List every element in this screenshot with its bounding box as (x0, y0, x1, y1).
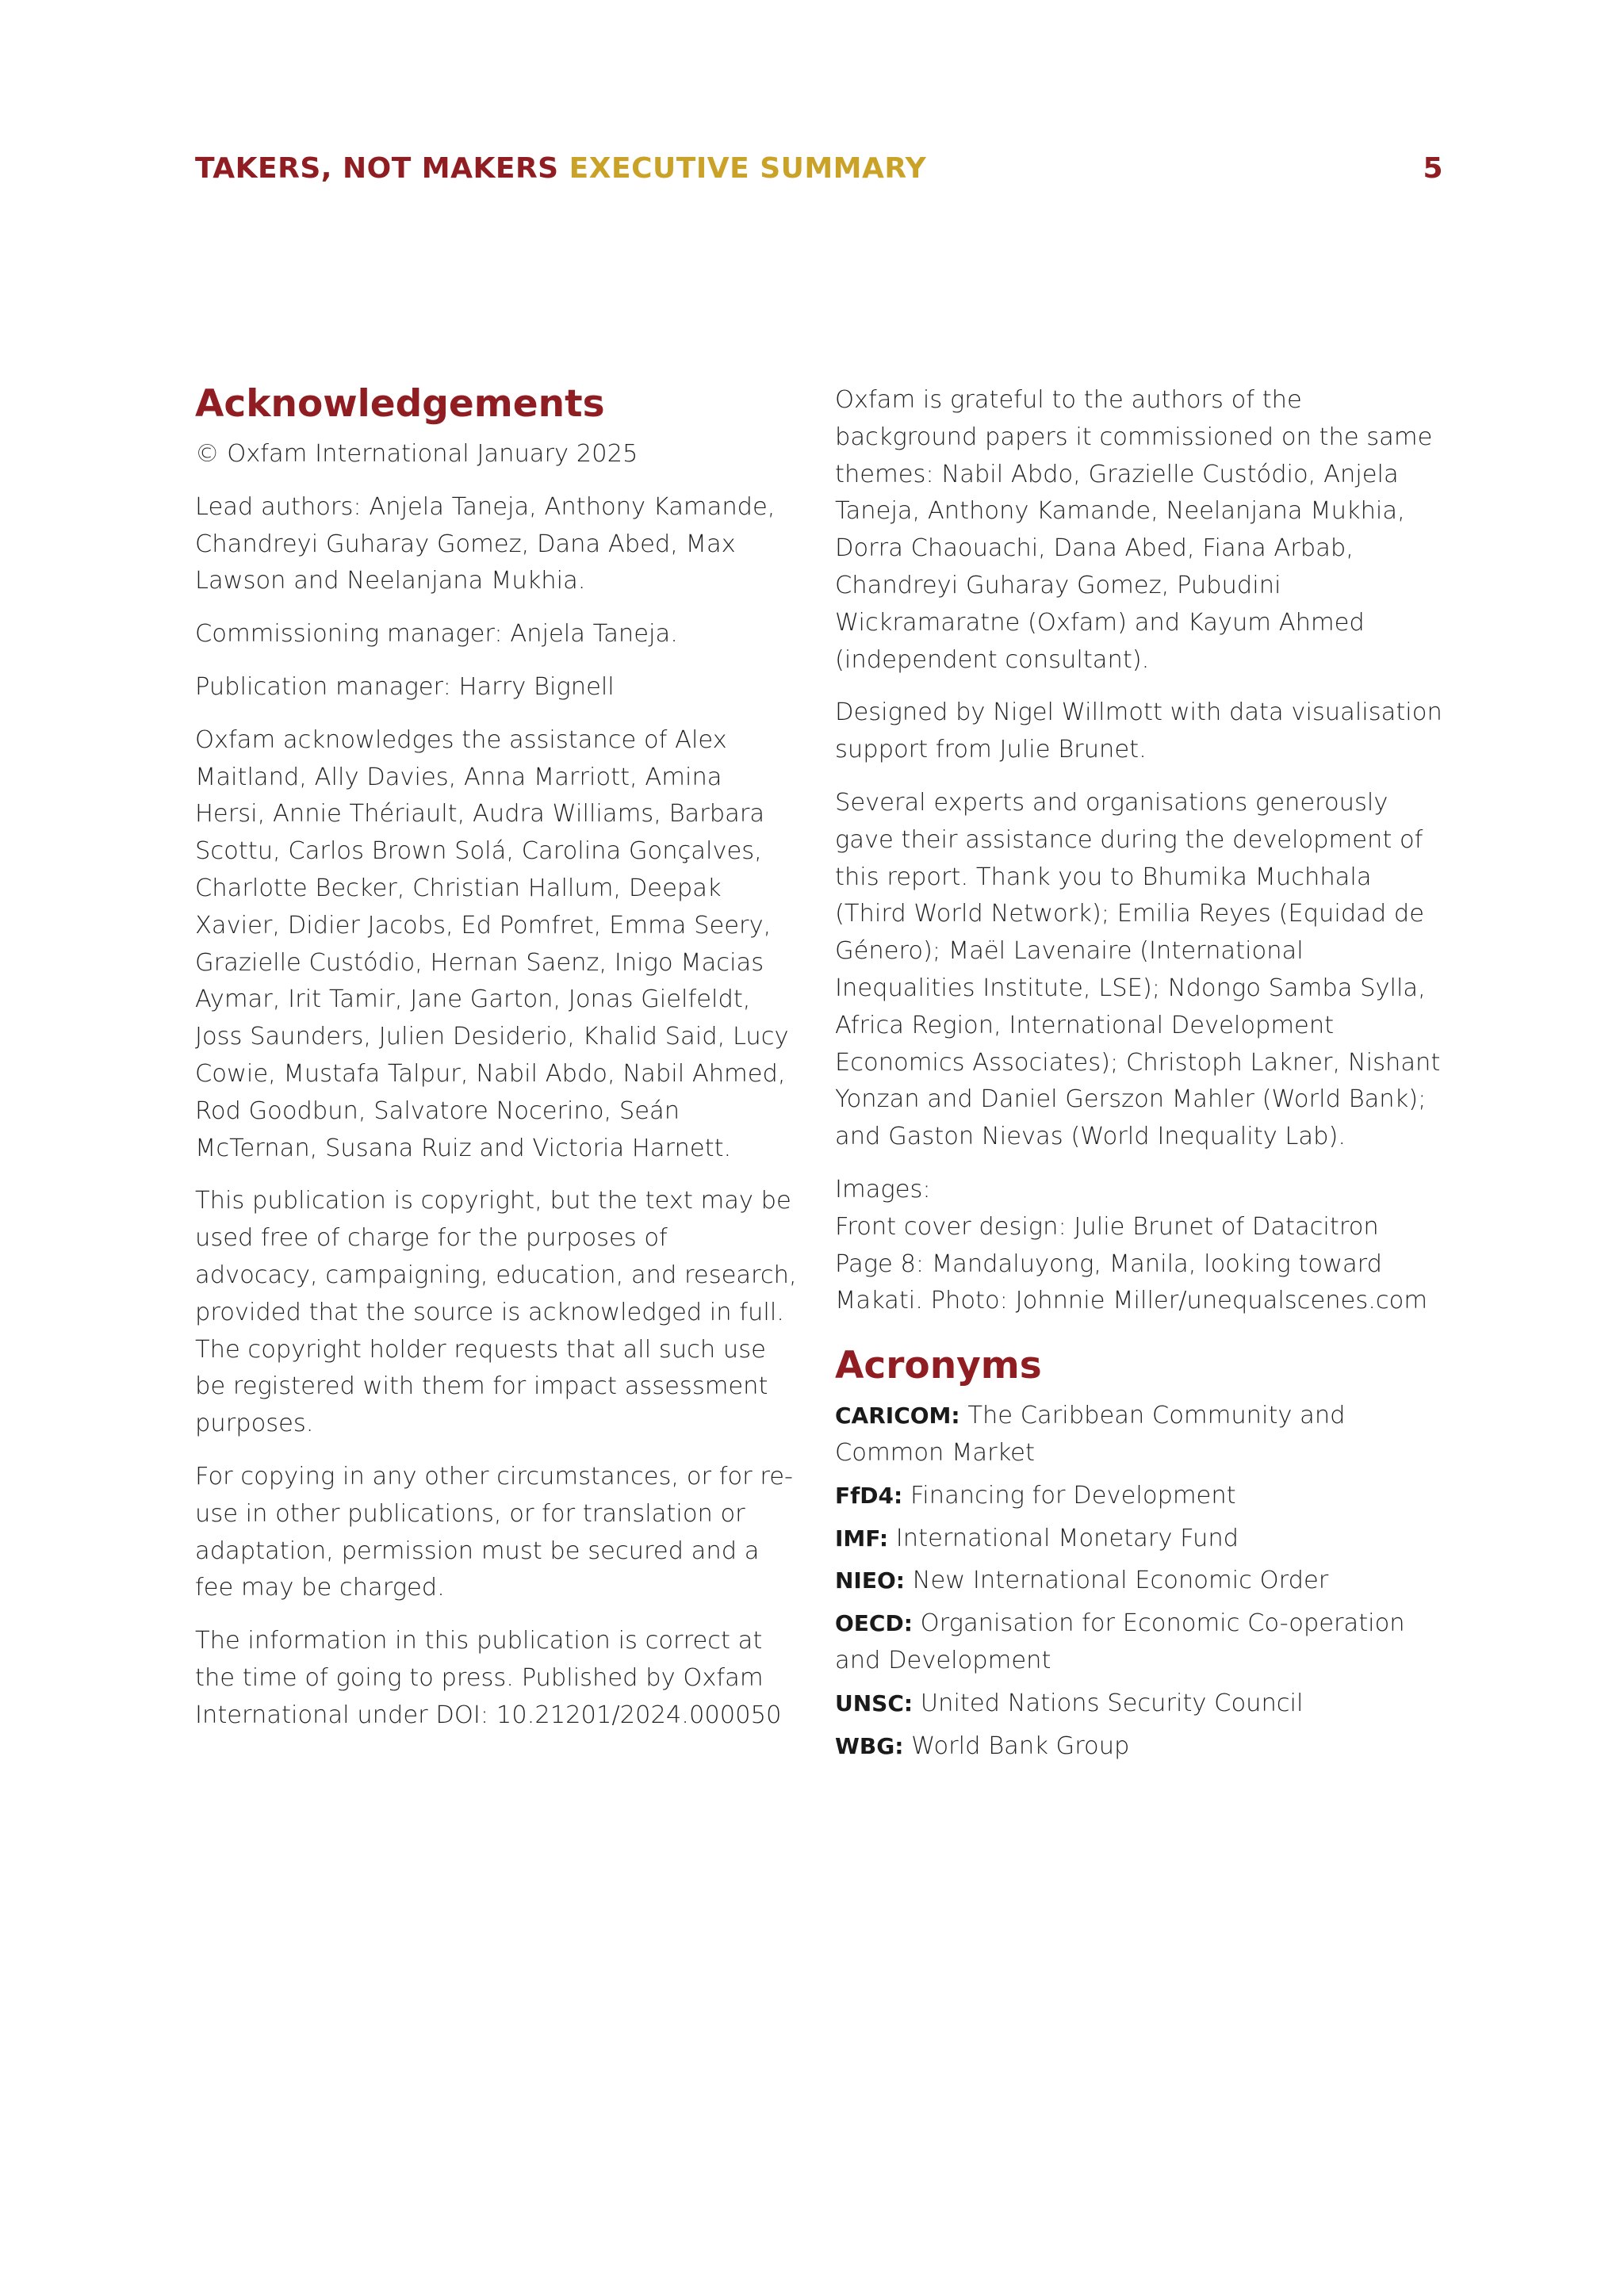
acronym-abbr: OECD: (835, 1610, 913, 1637)
acronym-item (835, 1521, 1446, 1558)
acronym-item (835, 1398, 1446, 1472)
acknowledgements-heading: Acknowledgements (195, 382, 605, 426)
acronym-item (835, 1728, 1446, 1766)
acronym-meaning: World Bank Group (911, 1732, 1130, 1760)
acronym-item (835, 1478, 1446, 1515)
acronym-item (835, 1563, 1446, 1600)
acronym-abbr: UNSC: (835, 1689, 914, 1716)
acronym-abbr: FfD4: (835, 1482, 903, 1509)
lead-authors: Lead authors: Anjela Taneja, Anthony Kamande, Chandreyi Guharay Gomez, Dana Abed, Max Lawson and Neelanjana Mukhia. (195, 492, 776, 595)
images-label: Images: (835, 1175, 931, 1203)
background-papers: Oxfam is grateful to the authors of the background papers it commissioned on the same themes: Nabil Abdo, Grazielle Custódio, Anjela Taneja, Anthony Kamande, Neelanjana Mukhia, Dorra Chaouachi, Dana Abed, Fiana Arbab, Chandreyi Guharay Gomez, Pubudini Wickramaratne (Oxfam) and Kayum Ahmed (independent consultant). (835, 386, 1433, 674)
acronyms-heading: Acronyms (835, 1344, 1042, 1388)
acronym-item (835, 1605, 1446, 1680)
images-credits (835, 1172, 1446, 1320)
cover-credit: Front cover design: Julie Brunet of Datacitron (835, 1212, 1379, 1241)
acronym-meaning: United Nations Security Council (920, 1689, 1304, 1717)
acronym-abbr: IMF: (835, 1525, 889, 1552)
page8-credit: Page 8: Mandaluyong, Manila, looking toward Makati. Photo: Johnnie Miller/unequalscenes.com (835, 1249, 1428, 1315)
acronym-meaning: New International Economic Order (912, 1567, 1329, 1595)
publication-info: The information in this publication is correct at the time of going to press. Published by Oxfam International under DOI: 10.21201/2024.000050 (195, 1627, 782, 1729)
publication-manager: Publication manager: Harry Bignell (195, 672, 615, 701)
design-credit: Designed by Nigel Willmott with data visualisation support from Julie Brunet. (835, 698, 1442, 764)
acronym-abbr: CARICOM: (835, 1402, 960, 1429)
acronym-abbr: NIEO: (835, 1567, 905, 1594)
page-header (195, 152, 1443, 190)
left-column (195, 382, 798, 1751)
permission-notice: For copying in any other circumstances, or for re-use in other publications, or for translation or adaptation, permission must be secured and a fee may be charged. (195, 1462, 793, 1602)
section-title: EXECUTIVE SUMMARY (569, 152, 927, 185)
acronym-meaning: International Monetary Fund (895, 1524, 1239, 1552)
acronym-meaning: Organisation for Economic Co-operation and Development (835, 1609, 1405, 1674)
assistance-acknowledgement: Oxfam acknowledges the assistance of Alex Maitland, Ally Davies, Anna Marriott, Amina Hersi, Annie Thériault, Audra Williams, Barbara Scottu, Carlos Brown Solá, Carolina Gonçalves, Charlotte Becker, Christian Hallum, Deepak Xavier, Didier Jacobs, Ed Pomfret, Emma Seery, Grazielle Custódio, Hernan Saenz, Inigo Macias Aymar, Irit Tamir, Jane Garton, Jonas Gielfeldt, Joss Saunders, Julien Desiderio, Khalid Said, Lucy Cowie, Mustafa Talpur, Nabil Abdo, Nabil Ahmed, Rod Goodbun, Salvatore Nocerino, Seán McTernan, Susana Ruiz and Victoria Harnett. (195, 725, 789, 1162)
page-number: 5 (1423, 152, 1443, 185)
copyright-line: © Oxfam International January 2025 (195, 440, 638, 468)
acronym-meaning: The Caribbean Community and Common Market (835, 1402, 1346, 1467)
acronym-abbr: WBG: (835, 1732, 904, 1759)
right-column (835, 382, 1446, 1770)
acronym-item (835, 1686, 1446, 1723)
acronym-meaning: Financing for Development (910, 1481, 1236, 1510)
commissioning-manager: Commissioning manager: Anjela Taneja. (195, 620, 678, 649)
report-title: TAKERS, NOT MAKERS (195, 152, 559, 185)
experts-thanks: Several experts and organisations generously gave their assistance during the development of this report. Thank you to Bhumika Muchhala (Third World Network); Emilia Reyes (Equidad de Género); Maël Lavenaire (International Inequalities Institute, LSE); Ndongo Samba Sylla, Africa Region, International Development Economics Associates); Christoph Lakner, Nishant Yonzan and Daniel Gerszon Mahler (World Bank); and Gaston Nievas (World Inequality Lab). (835, 788, 1441, 1151)
acronyms-section (835, 1344, 1446, 1765)
copyright-notice: This publication is copyright, but the text may be used free of charge for the purposes of advocacy, campaigning, education, and research, provided that the source is acknowledged in full. The copyright holder requests that all such use be registered with them for impact assessment purposes. (195, 1187, 797, 1438)
